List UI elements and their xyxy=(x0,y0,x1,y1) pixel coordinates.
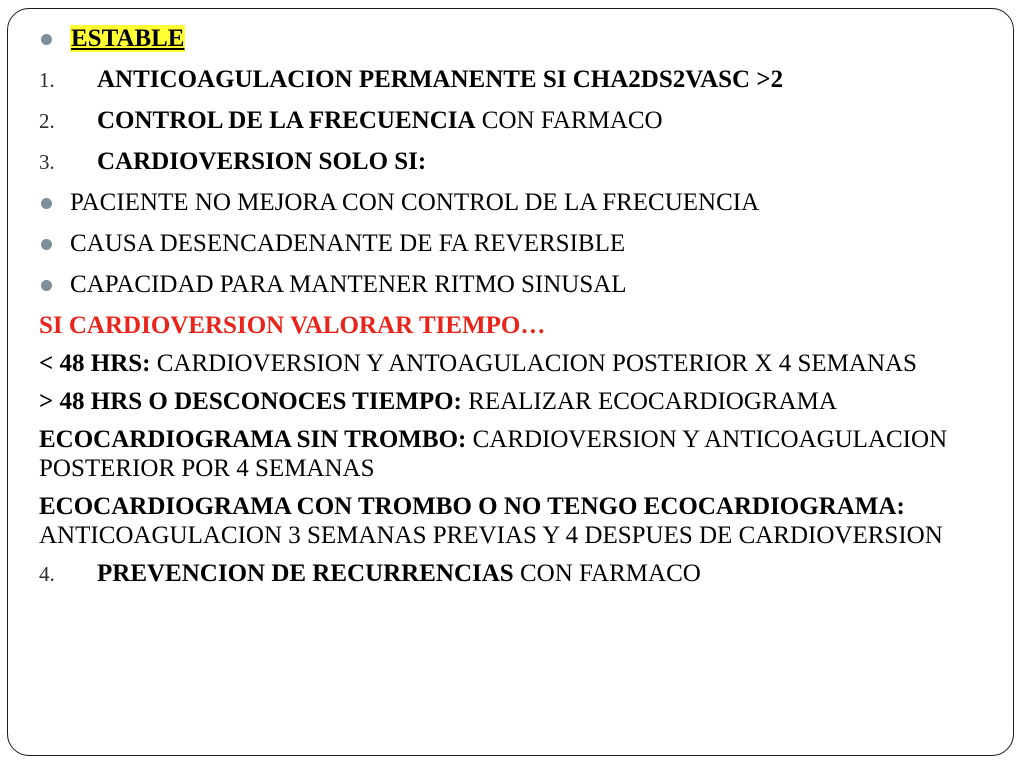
note-sin-trombo xyxy=(39,425,989,483)
note-rest-text: CARDIOVERSION Y ANTOAGULACION POSTERIOR X 4 SEMANAS xyxy=(150,350,917,377)
bullet-dot-icon xyxy=(41,34,52,45)
slide-content xyxy=(39,24,989,600)
note-lt-48 xyxy=(39,349,989,378)
bullet-text: CAUSA DESENCADENANTE DE FA REVERSIBLE xyxy=(70,230,626,257)
item-number: 1. xyxy=(39,68,55,92)
note-bold-text: ECOCARDIOGRAMA CON TROMBO O NO TENGO ECOCARDIOGRAMA: xyxy=(39,493,905,520)
numbered-item-2 xyxy=(39,106,989,135)
highlighted-heading: ESTABLE xyxy=(71,25,185,52)
numbered-item-1 xyxy=(39,65,989,94)
bullet-dot-icon xyxy=(41,198,52,209)
item-bold-text: ANTICOAGULACION PERMANENTE SI CHA2DS2VASC >2 xyxy=(97,66,784,93)
item-number: 4. xyxy=(39,562,55,586)
note-rest-text: CARDIOVERSION Y ANTICOAGULACION POSTERIOR POR 4 SEMANAS xyxy=(39,426,948,482)
red-heading: SI CARDIOVERSION VALORAR TIEMPO… xyxy=(39,312,546,339)
red-heading-row xyxy=(39,311,989,340)
item-number: 2. xyxy=(39,109,55,133)
numbered-item-4 xyxy=(39,559,989,588)
item-bold-text: CONTROL DE LA FRECUENCIA xyxy=(97,107,476,134)
item-bold-text: CARDIOVERSION SOLO SI: xyxy=(97,148,427,175)
list-item-estable xyxy=(39,24,989,53)
note-bold-text: < 48 HRS: xyxy=(39,350,151,377)
list-item xyxy=(39,188,989,217)
item-bold-text: PREVENCION DE RECURRENCIAS xyxy=(97,560,514,587)
item-rest-text: CON FARMACO xyxy=(475,107,663,134)
list-item xyxy=(39,270,989,299)
note-con-trombo xyxy=(39,492,989,550)
numbered-item-3 xyxy=(39,147,989,176)
note-rest-text: ANTICOAGULACION 3 SEMANAS PREVIAS Y 4 DESPUES DE CARDIOVERSION xyxy=(39,522,943,549)
note-gt-48 xyxy=(39,387,989,416)
bullet-dot-icon xyxy=(41,239,52,250)
note-bold-text: > 48 HRS O DESCONOCES TIEMPO: xyxy=(39,388,462,415)
note-rest-text: REALIZAR ECOCARDIOGRAMA xyxy=(461,388,837,415)
list-item xyxy=(39,229,989,258)
bullet-text: PACIENTE NO MEJORA CON CONTROL DE LA FRECUENCIA xyxy=(70,189,760,216)
note-bold-text: ECOCARDIOGRAMA SIN TROMBO: xyxy=(39,426,467,453)
bullet-text: CAPACIDAD PARA MANTENER RITMO SINUSAL xyxy=(70,271,627,298)
item-rest-text: CON FARMACO xyxy=(513,560,701,587)
bullet-dot-icon xyxy=(41,280,52,291)
item-number: 3. xyxy=(39,150,55,174)
